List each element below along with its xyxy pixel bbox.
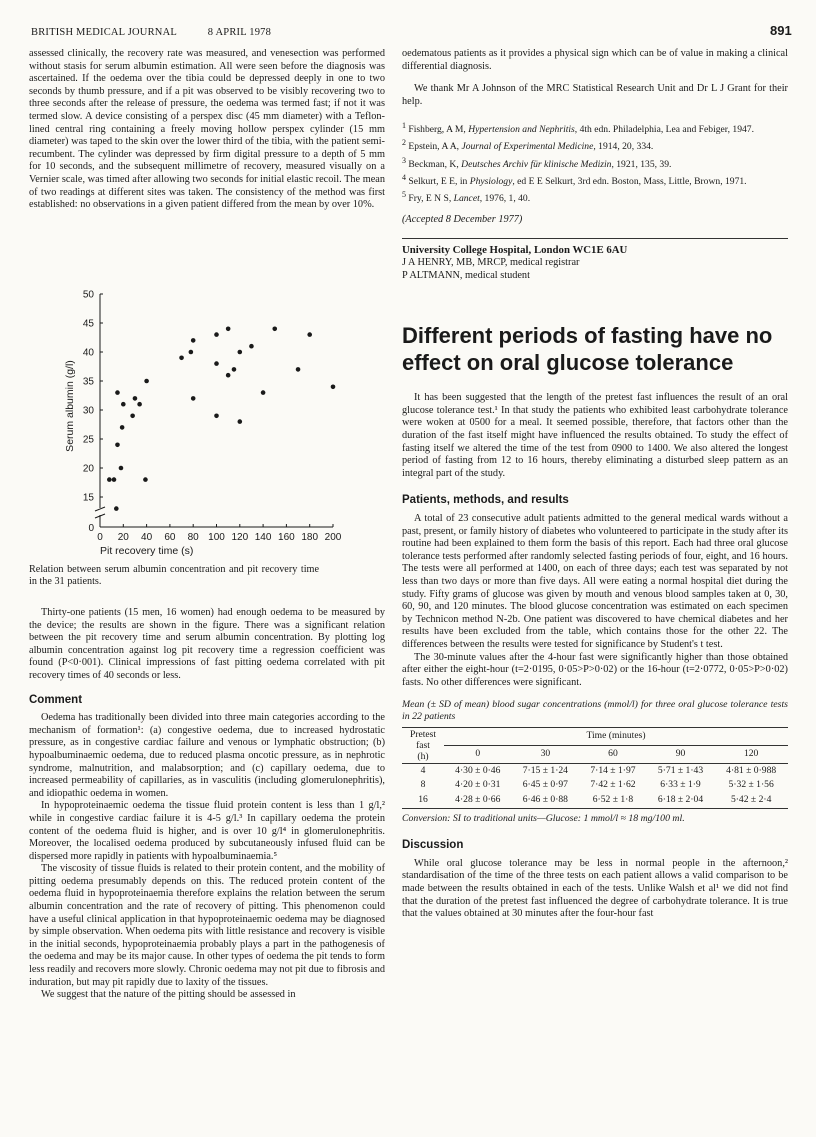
x-tick-label: 160 bbox=[278, 532, 295, 543]
col-header: 30 bbox=[512, 745, 580, 763]
table-cell: 5·42 ± 2·4 bbox=[730, 794, 772, 806]
figure-caption: Relation between serum albumin concentration and pit recovery time in the 31 patients. bbox=[29, 564, 319, 588]
data-point bbox=[119, 466, 124, 471]
table-cell: 4·81 ± 0·988 bbox=[726, 764, 777, 776]
data-point bbox=[121, 402, 126, 407]
table-cell: 16 bbox=[418, 794, 428, 806]
data-point bbox=[130, 414, 135, 419]
table-caption: Mean (± SD of mean) blood sugar concentrations (mmol/l) for three oral glucose tolerance tests in 22 patients bbox=[402, 699, 788, 723]
y-tick-label: 35 bbox=[82, 376, 94, 388]
institution: University College Hospital, London WC1E 6AU bbox=[402, 238, 788, 257]
data-point bbox=[238, 350, 243, 355]
data-points bbox=[107, 327, 335, 511]
y-tick-label: 50 bbox=[82, 289, 94, 301]
x-tick-label: 180 bbox=[301, 532, 319, 543]
fast-header: Pretest fast (h) bbox=[402, 727, 444, 763]
data-point bbox=[232, 367, 237, 372]
data-point bbox=[272, 327, 277, 332]
table-cell: 4·20 ± 0·31 bbox=[455, 779, 501, 791]
issue-date: 8 APRIL 1978 bbox=[207, 27, 272, 38]
table-cell: 7·14 ± 1·97 bbox=[590, 764, 636, 776]
data-point bbox=[249, 344, 254, 349]
data-point bbox=[137, 402, 142, 407]
x-tick-label: 100 bbox=[208, 532, 225, 543]
time-header: Time (minutes) bbox=[444, 727, 788, 745]
methods-heading: Patients, methods, and results bbox=[402, 494, 569, 507]
col-header: 120 bbox=[714, 745, 788, 763]
table-row bbox=[402, 793, 788, 808]
table-col-row bbox=[402, 745, 788, 763]
results-paragraph: Thirty-one patients (15 men, 16 women) had enough oedema to be measured by the device; the results are shown in the figure. There was a significant relation between the pit recovery time and serum albumin concentration. By plotting log albumin concentration against log pit recovery time a regression coefficient was found (P<0·001). Clinical impressions of fast pitting oedema correlated with pit recovery times of 40 seconds or less. bbox=[29, 607, 385, 681]
figure-caption-block bbox=[29, 564, 319, 589]
data-point bbox=[214, 361, 219, 366]
comment-paragraph-3: The viscosity of tissue fluids is related to their protein content, and the mobility of pitting oedema presumably depends on this. The reduced protein content of the oedema fluid in hypoproteinaemia therefore explains the relation between the serum albumin concentration and the rate of recovery of pitting. This phenomenon could have a useful clinical application in that hypoproteinaemic oedema may be diagnosed by simple observation. When oedema pits with little resistance and recovery is visible in the initial seconds, hypoproteinaemia probably plays a part in the pathogenesis of the oedema and may be its major cause. In other types of oedema the pit tends to form less readily and recovers more slowly. Chronic oedema may not pit due to fibrosis and induration, but may pit rapidly due to laxity of the tissues. bbox=[29, 863, 385, 988]
data-point bbox=[191, 338, 196, 343]
reference-item: $^5$ Fry, E N S, Lancet, 1976, 1, 40. bbox=[402, 189, 531, 204]
table-cell: 4·30 ± 0·46 bbox=[455, 764, 501, 776]
col-header: 0 bbox=[444, 745, 512, 763]
table-cell: 4 bbox=[420, 764, 426, 776]
data-point bbox=[296, 367, 301, 372]
table-cell: 6·46 ± 0·88 bbox=[522, 794, 568, 806]
comment-paragraph-4: We suggest that the nature of the pitting should be assessed in bbox=[41, 989, 296, 1001]
table-cell: 5·32 ± 1·56 bbox=[728, 779, 774, 791]
data-point bbox=[133, 396, 138, 401]
discussion-heading: Discussion bbox=[402, 839, 464, 852]
table-row bbox=[402, 778, 788, 793]
reference-item: $^4$ Selkurt, E E, in Physiology, ed E E Selkurt, 3rd edn. Boston, Mass, Little, Brown, 1971. bbox=[402, 172, 747, 187]
x-tick-label: 40 bbox=[141, 532, 153, 543]
x-tick-label: 80 bbox=[187, 532, 199, 543]
comment-heading: Comment bbox=[29, 693, 83, 706]
data-point bbox=[115, 443, 120, 448]
x-tick-label: 120 bbox=[231, 532, 249, 543]
scatter-chart bbox=[40, 282, 340, 557]
closing-paragraph: oedematous patients as it provides a physical sign which can be of value in making a clinical differential diagnosis. bbox=[402, 48, 788, 72]
data-point bbox=[189, 350, 194, 355]
accepted-date: (Accepted 8 December 1977) bbox=[402, 213, 523, 225]
running-header bbox=[31, 27, 299, 40]
data-point bbox=[112, 477, 117, 482]
x-tick-label: 60 bbox=[164, 532, 176, 543]
x-tick-label: 20 bbox=[117, 532, 129, 543]
data-point bbox=[191, 396, 196, 401]
data-point bbox=[226, 327, 231, 332]
table-cell: 8 bbox=[420, 779, 426, 791]
y-tick-label: 40 bbox=[82, 347, 94, 359]
reference-item: $^3$ Beckman, K, Deutsches Archiv für klinische Medizin, 1921, 135, 39. bbox=[402, 155, 672, 170]
acknowledgement: We thank Mr A Johnson of the MRC Statistical Research Unit and Dr L J Grant for their help. bbox=[402, 83, 788, 107]
y-tick-label: 45 bbox=[82, 318, 94, 330]
author-2: P ALTMANN, medical student bbox=[402, 269, 530, 281]
y-tick-label: 15 bbox=[82, 492, 94, 504]
table-header-row bbox=[402, 727, 788, 745]
reference-item: $^1$ Fishberg, A M, Hypertension and Nephritis, 4th edn. Philadelphia, Lea and Febiger, 1947. bbox=[402, 121, 754, 136]
table-cell: 6·18 ± 2·04 bbox=[657, 794, 704, 806]
methods-body: A total of 23 consecutive adult patients admitted to the general medical wards without a past, present, or family history of diabetes who volunteered to participate in the study after its routine had been explained to them form the basis of this report. Each had three oral glucose tolerance tests performed after randomly selected fasting periods of four, eight, and 16 hours. The tests were all performed at 1400, on each of three days; each test was separated by not less than two days or more than five days. All were eating a normal hospital diet during the study. Fifty grams of glucose was given by mouth and venous blood samples taken at 0, 30, 60, 90, and 120 minutes. The blood glucose concentration was estimated on each specimen by Technicon method N-2b. One patient was discovered to have chemical diabetes and her results have been excluded from the table, which contains those for the other 22. The differences between the results were tested for significance by Student's t test. bbox=[402, 512, 788, 650]
comment-paragraph-1: Oedema has traditionally been divided into three main categories according to the mechanism of formation¹: (a) congestive oedema, due to increased hydrostatic pressure, as in congestive cardiac failure and venous or lymphatic obstruction; (b) hypoalbuminaemic oedema, due to reduced plasma oncotic pressure, as in nephrotic syndrome, malnutrition, and malabsorption; and (c) capillary oedema, due to increased permeability of capillaries, as in vasculitis (including glomerulonephritis), and idiopathic oedema in women. bbox=[29, 712, 385, 799]
table-cell: 7·15 ± 1·24 bbox=[522, 764, 568, 776]
data-point bbox=[143, 477, 148, 482]
col-header: 60 bbox=[579, 745, 647, 763]
y-axis-label: Serum albumin (g/l) bbox=[64, 360, 76, 452]
left-column-top bbox=[29, 48, 385, 212]
data-point bbox=[307, 332, 312, 337]
author-1: J A HENRY, MB, MRCP, medical registrar bbox=[402, 257, 580, 269]
x-tick-label: 140 bbox=[254, 532, 272, 543]
table-cell: 5·71 ± 1·43 bbox=[657, 764, 704, 776]
x-tick-label: 200 bbox=[324, 532, 342, 543]
y-tick-label: 25 bbox=[82, 434, 94, 446]
table-cell: 7·42 ± 1·62 bbox=[590, 779, 636, 791]
data-point bbox=[107, 477, 112, 482]
intro-paragraph: It has been suggested that the length of the pretest fast influences the result of an oral glucose tolerance test.¹ In that study the patients who exhibited least carbohydrate tolerance were woken at 0500 for a meal. It seemed possible, therefore, that factors other than the duration of the fast itself might have influenced the results obtained. To study the effect of fasting itself we altered the time of the test from 0900 to 1400. We also altered the longest period of fasting from 12 to 16 hours, thereby eliminating a disturbed sleep pattern as an integral part of the study. bbox=[402, 392, 788, 479]
comment-paragraph-2: In hypoproteinaemic oedema the tissue fluid protein content is less than 1 g/l,² while in congestive cardiac failure it is 4-5 g/l.³ In capillary oedema the protein content of the oedema fluid is higher, and is over 10 g/l⁴ in glomerulonephritis. Moreover, the localised oedema produced by subcutaneously infused fluid can be dispersed more rapidly in patients with hypoalbuminaemia.⁵ bbox=[29, 800, 385, 862]
glucose-table bbox=[402, 727, 788, 809]
table-cell: 6·33 ± 1·9 bbox=[660, 779, 701, 791]
table-cell: 6·52 ± 1·8 bbox=[592, 794, 634, 806]
y-tick-label: 20 bbox=[82, 463, 94, 475]
data-point bbox=[214, 332, 219, 337]
origin-label: 0 bbox=[88, 523, 94, 534]
data-point bbox=[179, 356, 184, 361]
x-tick-label: 0 bbox=[97, 532, 103, 543]
journal-name: BRITISH MEDICAL JOURNAL bbox=[31, 27, 177, 38]
right-column bbox=[402, 48, 788, 921]
results-body: The 30-minute values after the 4-hour fast were significantly higher than those obtained after either the eight-hour (t=2·0195, 0·05>P>0·02) or the 16-hour (t=2·0772, 0·05>P>0·02) fasts. No other differences were significant. bbox=[402, 651, 788, 688]
discussion-paragraph: While oral glucose tolerance may be less in normal people in the afternoon,² standardisation of the time of the three tests on each patient allows a valid comparison to be made between the results obtained in each of the tests. Unlike Walsh et al¹ we did not find that the duration of the pretest fast influenced the degree of carbohydrate tolerance. It is true that the values obtained at 30 minutes after the four-hour fast bbox=[402, 857, 788, 920]
data-point bbox=[144, 379, 149, 384]
x-axis-label: Pit recovery time (s) bbox=[100, 545, 194, 557]
data-point bbox=[114, 506, 119, 511]
data-point bbox=[331, 385, 336, 390]
left-column-body bbox=[29, 607, 385, 1002]
table-cell: 4·28 ± 0·66 bbox=[455, 794, 501, 806]
data-point bbox=[214, 414, 219, 419]
data-point bbox=[120, 425, 125, 430]
data-point bbox=[238, 419, 243, 424]
data-point bbox=[261, 390, 266, 395]
table-row bbox=[402, 763, 788, 778]
col-header: 90 bbox=[647, 745, 715, 763]
conversion-note: Conversion: SI to traditional units—Glucose: 1 mmol/l ≈ 18 mg/100 ml. bbox=[402, 812, 685, 824]
data-point bbox=[226, 373, 231, 378]
reference-list bbox=[402, 120, 788, 204]
chart-axes bbox=[88, 294, 333, 534]
article-title: Different periods of fasting have no effect on oral glucose tolerance bbox=[402, 323, 773, 376]
y-tick-label: 30 bbox=[82, 405, 94, 417]
methods-paragraph: assessed clinically, the recovery rate was measured, and venesection was performed without stasis for serum albumin estimation. All were seen before the diagnosis was ascertained. If the oedema over the tibia could be depressed deeply in one to two seconds by thumb pressure, and if a pit was observed to be visibly recovering two to three seconds after the release of pressure, the oedema was termed fast; if not it was termed slow. A device consisting of a perspex disc (45 mm diameter) with a Teflon-lined central ring containing a freely moving hollow perspex cylinder (15 mm diameter) was taped to the skin over the lower third of the tibia, with the patient semi-recumbent. The cylinder was depressed by firm digital pressure to a depth of 5 mm for 10 seconds, and the subsequent millimetre of recovery, measured visually on a Vernier scale, was timed after allowing two seconds for initial elastic recoil. The mean of two readings at different sites was taken. The consistency of the method was first established: no observations in a given patient differed from the mean by over 10%. bbox=[29, 48, 385, 211]
page-number: 891 bbox=[770, 23, 792, 38]
data-point bbox=[115, 390, 120, 395]
table-cell: 6·45 ± 0·97 bbox=[522, 779, 568, 791]
reference-item: $^2$ Epstein, A A, Journal of Experimental Medicine, 1914, 20, 334. bbox=[402, 138, 654, 153]
